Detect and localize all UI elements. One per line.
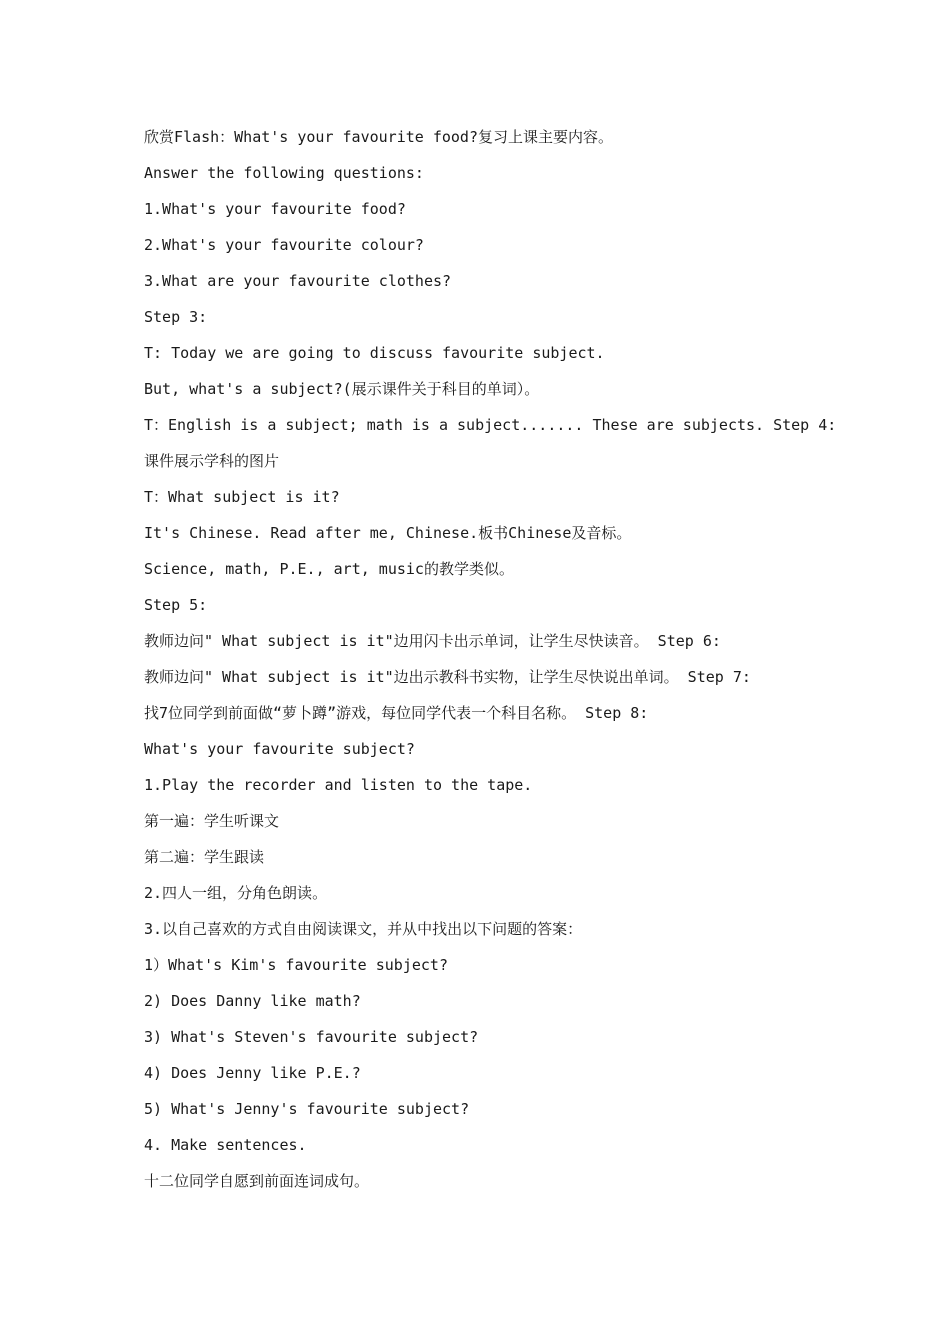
text-line: It's Chinese. Read after me, Chinese.板书Chinese及音标。 [144,524,632,542]
text-line: Answer the following questions: [144,164,424,182]
question-item: 5) What's Jenny's favourite subject? [144,1100,470,1118]
text-line: 1.Play the recorder and listen to the tape. [144,776,533,794]
text-line: 2.四人一组，分角色朗读。 [144,884,328,902]
text-line: 3.以自己喜欢的方式自由阅读课文，并从中找出以下问题的答案： [144,920,583,938]
text-line: 第二遍：学生跟读 [144,848,265,866]
text-line: 欣赏Flash：What's your favourite food?复习上课主要内容。 [144,128,613,146]
step-heading: Step 5: [144,596,208,614]
text-line: But, what's a subject?(展示课件关于科目的单词）。 [144,380,540,398]
text-line: T：What subject is it? [144,488,340,506]
question-item: 1）What's Kim's favourite subject? [144,956,448,974]
text-line: 找7位同学到前面做“萝卜蹲”游戏，每位同学代表一个科目名称。 Step 8: [144,704,649,722]
document-body [144,122,844,1202]
text-line: 2.What's your favourite colour? [144,236,424,254]
question-item: 4) Does Jenny like P.E.? [144,1064,361,1082]
text-line: 第一遍：学生听课文 [144,812,280,830]
text-line: 教师边问" What subject is it"边用闪卡出示单词，让学生尽快读音。 Step 6: [144,632,721,650]
step-heading: Step 3: [144,308,208,326]
text-line: 十二位同学自愿到前面连词成句。 [144,1172,370,1190]
text-line: 3.What are your favourite clothes? [144,272,452,290]
text-line: 教师边问" What subject is it"边出示教科书实物，让学生尽快说出单词。 Step 7: [144,668,751,686]
text-line: 1.What's your favourite food? [144,200,406,218]
text-line: 课件展示学科的图片 [144,452,280,470]
text-line: Science, math, P.E., art, music的教学类似。 [144,560,514,578]
text-line: 4. Make sentences. [144,1136,307,1154]
question-item: 2) Does Danny like math? [144,992,361,1010]
text-line: What's your favourite subject? [144,740,415,758]
text-line: T：English is a subject; math is a subject....... These are subjects. Step 4: [144,416,837,434]
text-line: T: Today we are going to discuss favourite subject. [144,344,605,362]
question-item: 3) What's Steven's favourite subject? [144,1028,479,1046]
